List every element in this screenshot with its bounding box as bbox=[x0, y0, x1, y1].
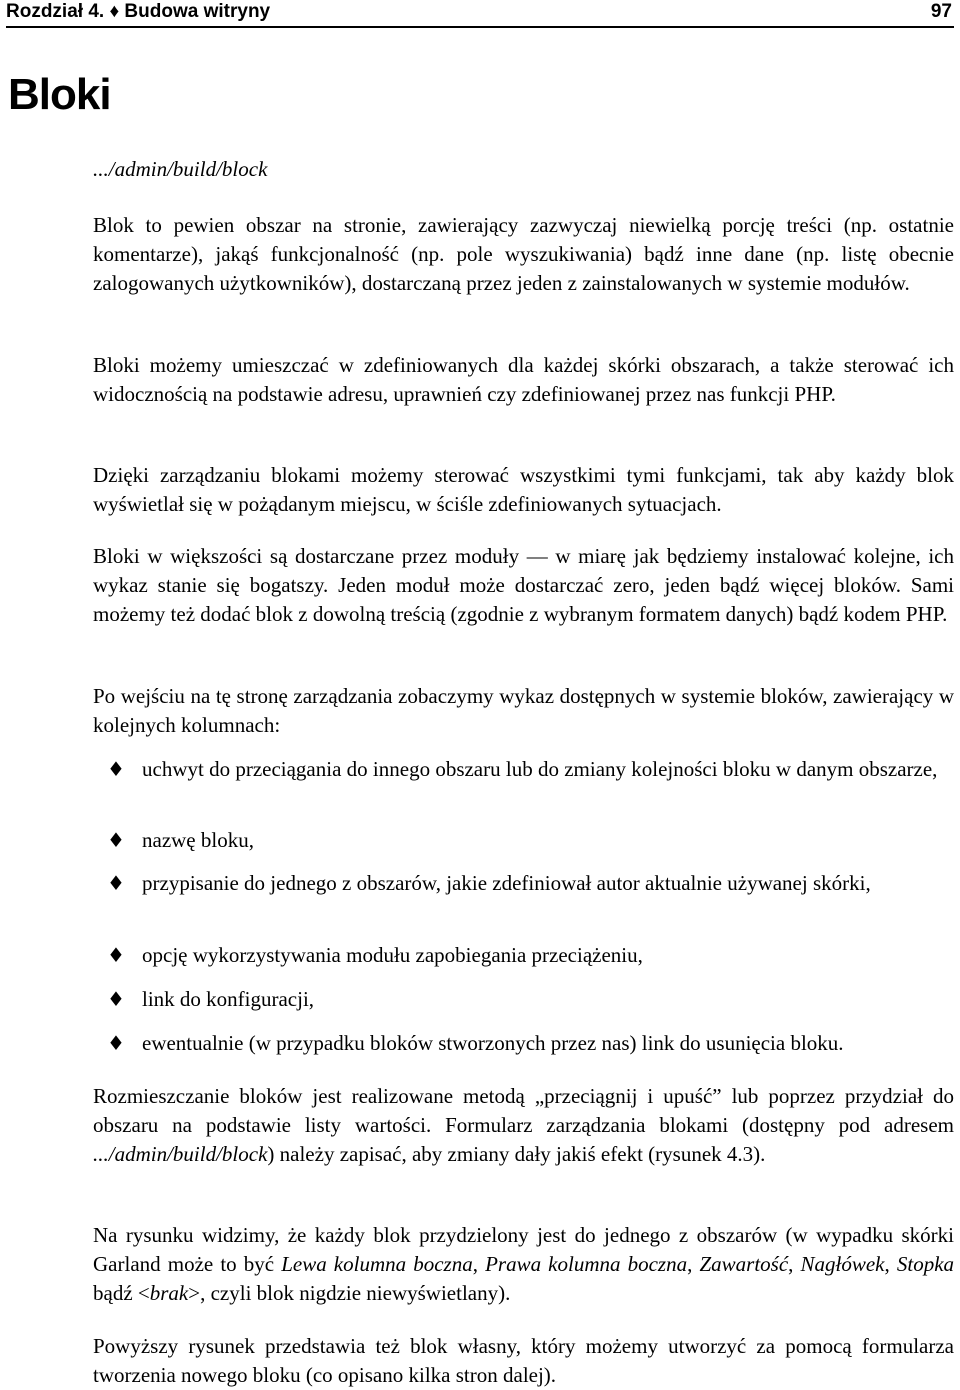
bullet-diamond-icon: ♦ bbox=[107, 871, 125, 895]
text-run: ) należy zapisać, aby zmiany dały jakiś efekt (rysunek 4.3). bbox=[267, 1142, 766, 1166]
paragraph-text: Powyższy rysunek przedstawia też blok własny, który możemy utworzyć za pomocą formularza tworzenia nowego bloku (co opisano kilka stron dalej). bbox=[93, 1334, 954, 1387]
text-run: , bbox=[687, 1252, 700, 1276]
section-title: Bloki bbox=[8, 70, 111, 119]
admin-path-inline: .../admin/build/block bbox=[93, 1142, 268, 1166]
text-run: , bbox=[472, 1252, 486, 1276]
bullet-diamond-icon: ♦ bbox=[107, 943, 125, 967]
text-run: , bbox=[884, 1252, 897, 1276]
chapter-title: Rozdział 4. ♦ Budowa witryny bbox=[6, 1, 271, 22]
region-name: Prawa kolumna boczna bbox=[485, 1252, 688, 1276]
list-item-text: uchwyt do przeciągania do innego obszaru lub do zmiany kolejności bloku w danym obszarze, bbox=[142, 757, 938, 781]
paragraph-intro bbox=[93, 211, 954, 298]
paragraph-regions bbox=[93, 1221, 954, 1308]
paragraph-placement bbox=[93, 351, 954, 409]
paragraph-text: Blok to pewien obszar na stronie, zawierający zazwyczaj niewielką porcję treści (np. ostatnie komentarze), jakąś funkcjonalność (np. pole wyszukiwania) bądź inne dane (np. listę obecnie zalogowanych użytkowników), dostarczaną przez jeden z zainstalowanych w systemie modułów. bbox=[93, 213, 954, 295]
region-name: Stopka bbox=[896, 1252, 955, 1276]
list-item-text: opcję wykorzystywania modułu zapobiegania przeciążeniu, bbox=[142, 943, 643, 967]
page-number: 97 bbox=[930, 1, 952, 22]
paragraph-text: Bloki możemy umieszczać w zdefiniowanych dla każdej skórki obszarach, a także sterować ich widocznością na podstawie adresu, uprawnień czy zdefiniowanej przez nas funkcji PHP. bbox=[93, 353, 954, 406]
paragraph-text: Dzięki zarządzaniu blokami możemy sterować wszystkimi tymi funkcjami, tak aby każdy blok wyświetlał się w pożądanym miejscu, w ściśle zdefiniowanych sytuacjach. bbox=[93, 463, 954, 516]
text-run: >, czyli blok nigdzie niewyświetlany). bbox=[188, 1281, 511, 1305]
paragraph-drag-drop bbox=[93, 1082, 954, 1169]
text-run: bądź < bbox=[93, 1281, 150, 1305]
bullet-diamond-icon: ♦ bbox=[107, 987, 125, 1011]
admin-path: .../admin/build/block bbox=[93, 157, 268, 181]
region-name: brak bbox=[149, 1281, 189, 1305]
bullet-diamond-icon: ♦ bbox=[107, 757, 125, 781]
list-item-text: przypisanie do jednego z obszarów, jakie zdefiniował autor aktualnie używanej skórki, bbox=[142, 871, 871, 895]
paragraph-custom-block bbox=[93, 1332, 954, 1390]
paragraph-text: Po wejściu na tę stronę zarządzania zobaczymy wykaz dostępnych w systemie bloków, zawierający w kolejnych kolumnach: bbox=[93, 684, 954, 737]
text-run: Na rysunku widzimy, że każdy blok przydzielony jest do jednego z obszarów (w wypadku skórki Garland może to być bbox=[93, 1223, 954, 1276]
paragraph-modules bbox=[93, 542, 954, 629]
list-item-text: link do konfiguracji, bbox=[142, 987, 315, 1011]
bullet-diamond-icon: ♦ bbox=[107, 828, 125, 852]
paragraph-management bbox=[93, 461, 954, 519]
region-name: Lewa kolumna boczna bbox=[281, 1252, 473, 1276]
bullet-diamond-icon: ♦ bbox=[107, 1031, 125, 1055]
running-header bbox=[6, 0, 954, 28]
list-item-text: nazwę bloku, bbox=[142, 828, 254, 852]
region-name: Zawartość bbox=[699, 1252, 789, 1276]
text-run: , bbox=[788, 1252, 801, 1276]
text-run: Rozmieszczanie bloków jest realizowane metodą „przeciągnij i upuść” lub poprzez przydział do obszaru na podstawie listy wartości. Formularz zarządzania blokami (dostępny pod adresem bbox=[93, 1084, 954, 1137]
region-name: Nagłówek bbox=[800, 1252, 885, 1276]
paragraph-columns-intro bbox=[93, 682, 954, 740]
list-item-text: ewentualnie (w przypadku bloków stworzonych przez nas) link do usunięcia bloku. bbox=[142, 1031, 844, 1055]
paragraph-text: Bloki w większości są dostarczane przez moduły — w miarę jak będziemy instalować kolejne, ich wykaz stanie się bogatszy. Jeden moduł może dostarczać zero, jeden bądź więcej bloków. Sami możemy też dodać blok z dowolną treścią (zgodnie z wybranym formatem danych) bądź kodem PHP. bbox=[93, 544, 954, 626]
